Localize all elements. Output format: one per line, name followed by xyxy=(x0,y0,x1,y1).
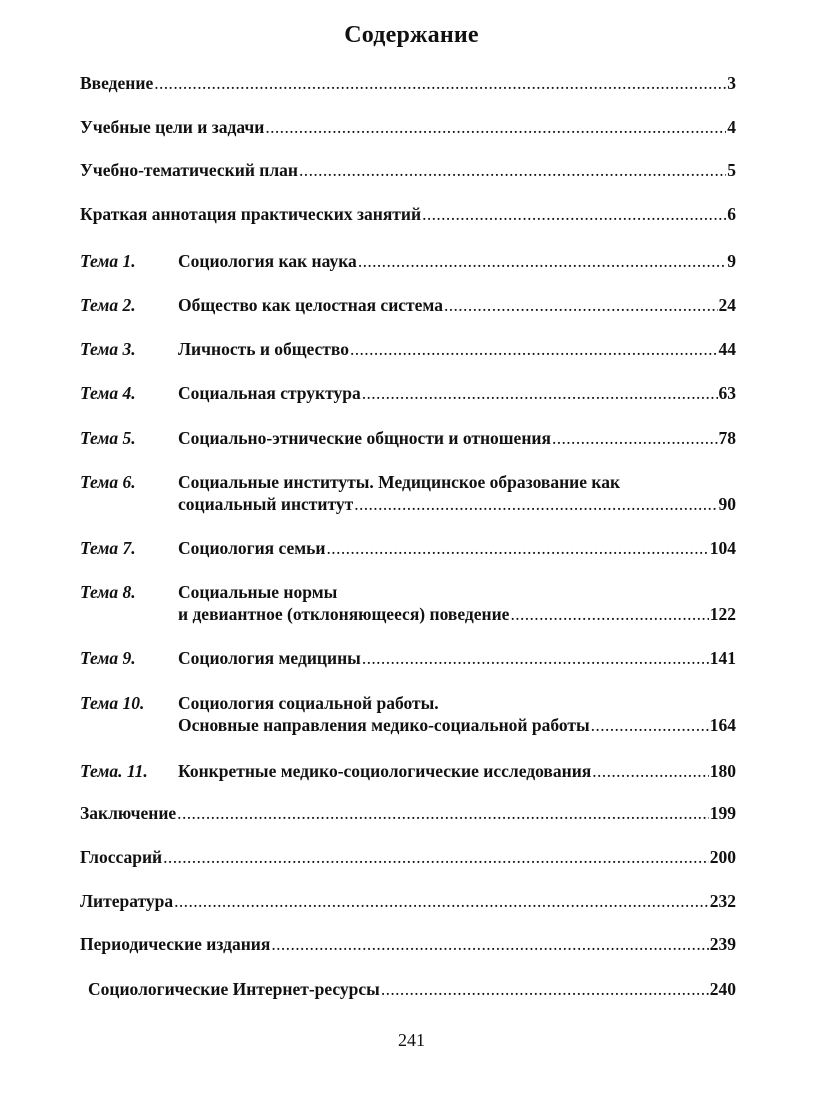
toc-entry-theme-9[interactable] xyxy=(80,647,736,669)
toc-entry-internet-resources[interactable] xyxy=(88,978,736,1000)
dot-leader xyxy=(591,714,709,736)
toc-entry-title: Введение xyxy=(80,73,154,93)
toc-entry-theme-10[interactable] xyxy=(80,692,736,736)
toc-entry-page: 122 xyxy=(709,604,736,624)
toc-entry-annotation[interactable] xyxy=(80,203,736,225)
toc-entry-title-line1: Социальные институты. Медицинское образование как xyxy=(178,472,621,492)
dot-leader xyxy=(358,250,726,272)
toc-entry-title-line1: Социология социальной работы. xyxy=(178,693,439,713)
toc-entry-title: Общество как целостная система xyxy=(178,295,443,315)
toc-entry-title: Литература xyxy=(80,891,174,911)
toc-entry-title: Учебные цели и задачи xyxy=(80,117,265,137)
dot-leader xyxy=(362,382,718,404)
dot-leader xyxy=(299,159,726,181)
toc-entry-page: 199 xyxy=(709,803,736,823)
toc-entry-page: 6 xyxy=(727,204,736,224)
toc-entry-conclusion[interactable] xyxy=(80,802,736,824)
toc-entry-theme-11[interactable] xyxy=(80,760,736,782)
toc-entry-page: 141 xyxy=(709,648,736,668)
toc-entry-page: 78 xyxy=(718,428,736,448)
toc-entry-title: Учебно-тематический план xyxy=(80,160,299,180)
theme-label: Тема 2. xyxy=(80,295,136,315)
toc-entry-page: 240 xyxy=(709,979,736,999)
toc-entry-title: Социология медицины xyxy=(178,648,361,668)
theme-label: Тема 9. xyxy=(80,648,136,668)
theme-label: Тема. 11. xyxy=(80,761,148,781)
toc-entry-page: 3 xyxy=(727,73,736,93)
dot-leader xyxy=(510,603,708,625)
toc-entry-literature[interactable] xyxy=(80,890,736,912)
dot-leader xyxy=(444,294,718,316)
theme-label: Тема 3. xyxy=(80,339,136,359)
dot-leader xyxy=(552,427,718,449)
toc-entry-title-line1: Социальные нормы xyxy=(178,582,338,602)
toc-entry-page: 90 xyxy=(718,494,736,514)
toc-entry-page: 44 xyxy=(718,339,736,359)
theme-label: Тема 5. xyxy=(80,428,136,448)
page-title: Содержание xyxy=(344,22,479,48)
theme-label: Тема 7. xyxy=(80,538,136,558)
toc-entry-page: 63 xyxy=(718,383,736,403)
toc-entry-title: социальный институт xyxy=(178,494,354,514)
toc-entry-page: 180 xyxy=(709,761,736,781)
dot-leader xyxy=(163,846,709,868)
toc-entry-periodicals[interactable] xyxy=(80,933,736,955)
dot-leader xyxy=(327,537,709,559)
theme-label: Тема 1. xyxy=(80,251,136,271)
theme-label: Тема 8. xyxy=(80,582,136,602)
dot-leader xyxy=(154,72,726,94)
toc-entry-introduction[interactable] xyxy=(80,72,736,94)
dot-leader xyxy=(362,647,709,669)
toc-entry-page: 104 xyxy=(709,538,736,558)
theme-label: Тема 4. xyxy=(80,383,136,403)
toc-entry-theme-7[interactable] xyxy=(80,537,736,559)
dot-leader xyxy=(354,493,717,515)
toc-entry-theme-5[interactable] xyxy=(80,427,736,449)
toc-entry-title: Социология семьи xyxy=(178,538,326,558)
toc-entry-goals[interactable] xyxy=(80,116,736,138)
dot-leader xyxy=(350,338,718,360)
toc-entry-title: Социально-этнические общности и отношения xyxy=(178,428,551,448)
toc-entry-title: Социальная структура xyxy=(178,383,361,403)
toc-entry-title: Социологические Интернет-ресурсы xyxy=(88,979,380,999)
toc-entry-title: Основные направления медико-социальной работы xyxy=(178,715,590,735)
dot-leader xyxy=(265,116,726,138)
dot-leader xyxy=(592,760,709,782)
dot-leader xyxy=(381,978,709,1000)
toc-entry-title: Глоссарий xyxy=(80,847,163,867)
theme-label: Тема 6. xyxy=(80,472,136,492)
theme-label: Тема 10. xyxy=(80,693,145,713)
toc-entry-title: Заключение xyxy=(80,803,177,823)
toc-entry-page: 200 xyxy=(709,847,736,867)
toc-entry-theme-2[interactable] xyxy=(80,294,736,316)
toc-entry-title: Социология как наука xyxy=(178,251,357,271)
dot-leader xyxy=(174,890,709,912)
toc-entry-page: 232 xyxy=(709,891,736,911)
toc-entry-theme-3[interactable] xyxy=(80,338,736,360)
toc-entry-page: 239 xyxy=(709,934,736,954)
toc-entry-title: Краткая аннотация практических занятий xyxy=(80,204,422,224)
dot-leader xyxy=(177,802,709,824)
toc-entry-page: 4 xyxy=(727,117,736,137)
toc-entry-theme-6[interactable] xyxy=(80,471,736,515)
toc-entry-title: Периодические издания xyxy=(80,934,271,954)
toc-entry-theme-4[interactable] xyxy=(80,382,736,404)
toc-entry-page: 5 xyxy=(727,160,736,180)
page-number: 241 xyxy=(398,1030,425,1050)
toc-entry-title: Личность и общество xyxy=(178,339,349,359)
toc-entry-page: 9 xyxy=(727,251,736,271)
toc-entry-theme-8[interactable] xyxy=(80,581,736,625)
toc-entry-glossary[interactable] xyxy=(80,846,736,868)
toc-entry-title: и девиантное (отклоняющееся) поведение xyxy=(178,604,510,624)
toc-entry-page: 24 xyxy=(718,295,736,315)
dot-leader xyxy=(422,203,726,225)
toc-entry-theme-1[interactable] xyxy=(80,250,736,272)
toc-entry-page: 164 xyxy=(709,715,736,735)
dot-leader xyxy=(271,933,708,955)
toc-entry-plan[interactable] xyxy=(80,159,736,181)
toc-entry-title: Конкретные медико-социологические исследования xyxy=(178,761,592,781)
